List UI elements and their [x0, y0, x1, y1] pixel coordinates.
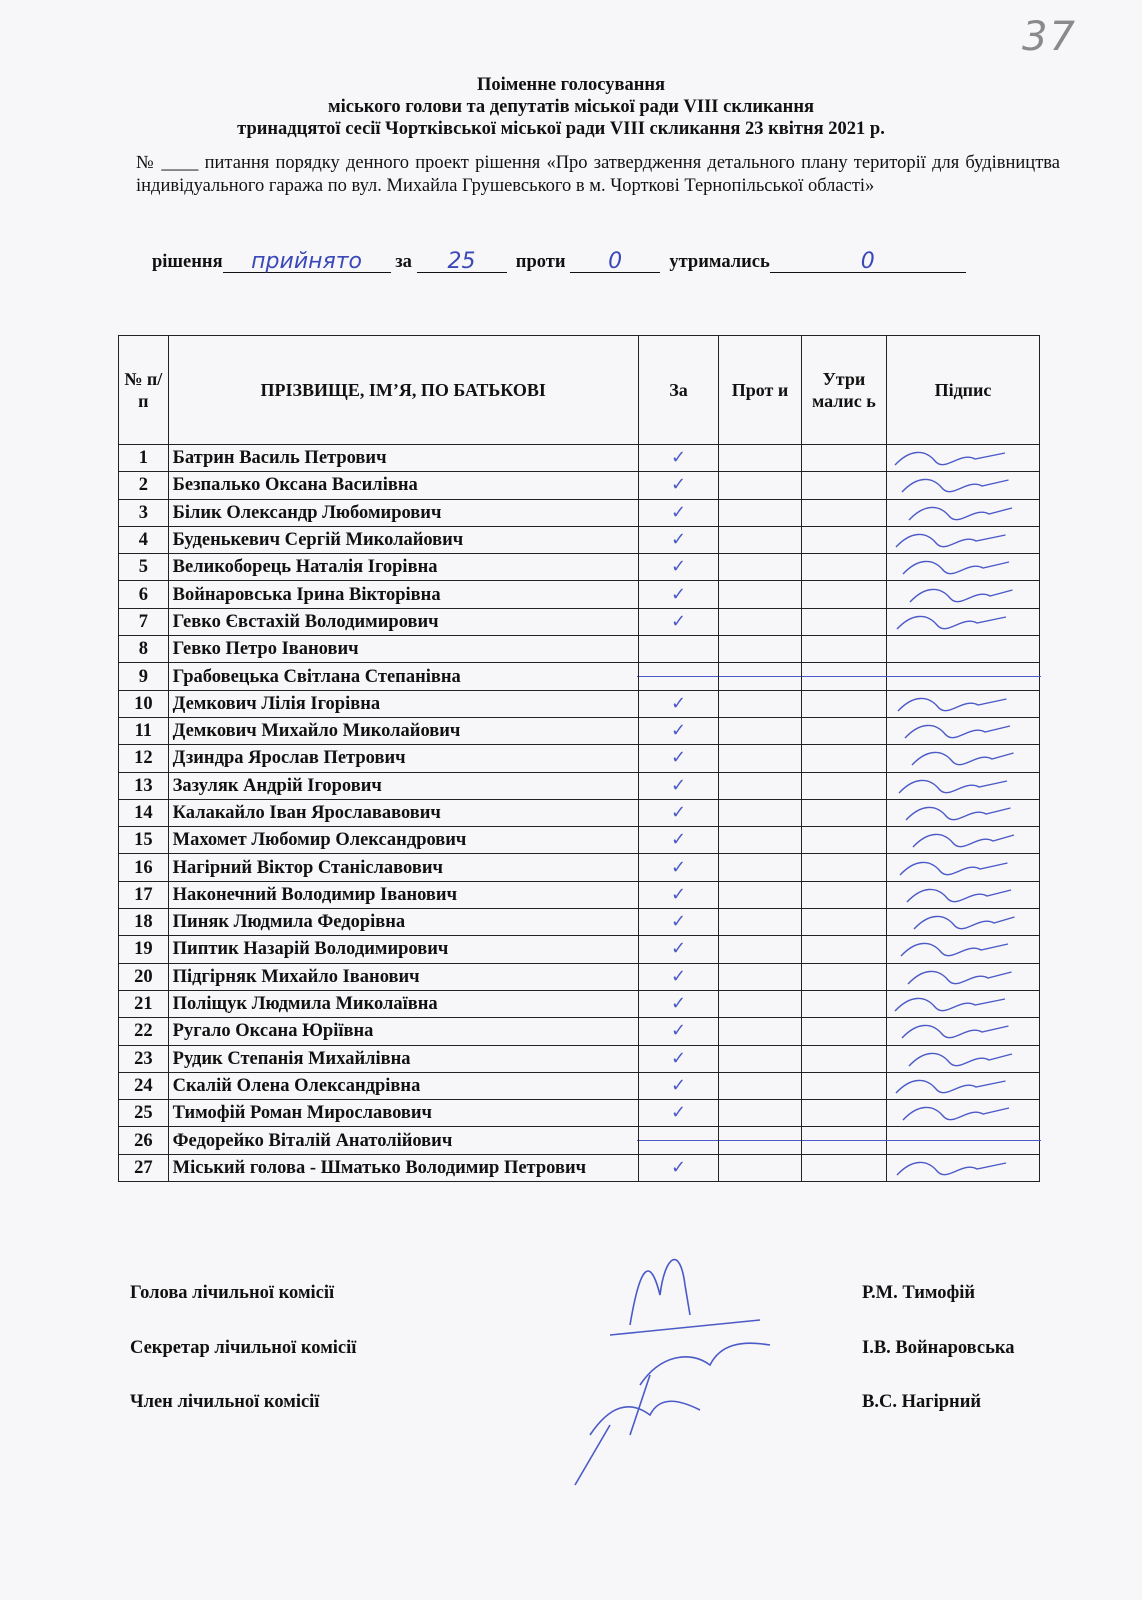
- row-number: 1: [119, 445, 169, 472]
- signature-scribble: [885, 1102, 1035, 1124]
- signature-cell: [886, 472, 1039, 499]
- row-number: 16: [119, 854, 169, 881]
- table-row: [119, 854, 1040, 881]
- vote-utrymalys-cell: [801, 717, 886, 744]
- table-row: [119, 554, 1040, 581]
- agenda-question: № ____ питання порядку денного проект рішення «Про затвердження детального плану території для будівництва індивідуального гаража по вул. Михайла Грушевського в м. Чорткові Тернопільської області»: [136, 153, 1060, 196]
- table-row: [119, 990, 1040, 1017]
- row-name: Тимофій Роман Мирославович: [168, 1100, 638, 1127]
- vote-utrymalys-cell: [801, 445, 886, 472]
- absent-strike-line: [800, 1140, 888, 1142]
- signature-cell: [886, 445, 1039, 472]
- table-row: [119, 1018, 1040, 1045]
- vote-utrymalys-cell: [801, 1072, 886, 1099]
- vote-utrymalys-cell: [801, 936, 886, 963]
- row-number: 24: [119, 1072, 169, 1099]
- header-line-3: тринадцятої сесії Чортківської міської ради VIII скликання 23 квітня 2021 р.: [237, 119, 885, 139]
- row-number: 7: [119, 608, 169, 635]
- signature-cell: [886, 745, 1039, 772]
- signature-cell: [886, 963, 1039, 990]
- signature-scribble: [885, 829, 1035, 851]
- commission-person: В.С. Нагірний: [862, 1392, 982, 1412]
- vote-proty-cell: [719, 690, 802, 717]
- row-number: 26: [119, 1127, 169, 1154]
- signature-cell: [886, 636, 1039, 663]
- proty-value: 0: [570, 252, 660, 273]
- signature-scribble: [885, 529, 1035, 551]
- commission-signatures: [570, 1235, 800, 1495]
- table-row: [119, 636, 1040, 663]
- vote-proty-cell: [719, 499, 802, 526]
- vote-za-cell: ✓: [638, 1072, 718, 1099]
- table-row: [119, 745, 1040, 772]
- row-name: Гевко Петро Іванович: [168, 636, 638, 663]
- signature-scribble: [885, 556, 1035, 578]
- row-number: 10: [119, 690, 169, 717]
- vote-proty-cell: [719, 881, 802, 908]
- table-row: [119, 772, 1040, 799]
- row-number: 4: [119, 526, 169, 553]
- signature-cell: [886, 1018, 1039, 1045]
- votes-table: [118, 335, 1040, 1182]
- vote-utrymalys-cell: [801, 472, 886, 499]
- table-row: [119, 690, 1040, 717]
- header-num: № п/п: [119, 336, 169, 445]
- vote-za-cell: ✓: [638, 799, 718, 826]
- vote-proty-cell: [719, 772, 802, 799]
- header-utrymalys: Утри малис ь: [801, 336, 886, 445]
- signature-cell: [886, 909, 1039, 936]
- table-row: [119, 445, 1040, 472]
- table-row: [119, 1045, 1040, 1072]
- row-name: Дзиндра Ярослав Петрович: [168, 745, 638, 772]
- signature-cell: [886, 1045, 1039, 1072]
- row-name: Батрин Василь Петрович: [168, 445, 638, 472]
- commission-role: Член лічильної комісії: [130, 1392, 320, 1412]
- vote-proty-cell: [719, 854, 802, 881]
- vote-za-cell: ✓: [638, 1045, 718, 1072]
- za-label: за: [395, 252, 412, 272]
- table-row: [119, 526, 1040, 553]
- vote-za-cell: ✓: [638, 745, 718, 772]
- row-name: Міський голова - Шматько Володимир Петрович: [168, 1154, 638, 1181]
- vote-za-cell: ✓: [638, 881, 718, 908]
- signature-cell: [886, 881, 1039, 908]
- vote-utrymalys-cell: [801, 990, 886, 1017]
- vote-utrymalys-cell: [801, 1127, 886, 1154]
- table-row: [119, 1154, 1040, 1181]
- row-name: Пиптик Назарій Володимирович: [168, 936, 638, 963]
- table-header-row: [119, 336, 1040, 445]
- signature-scribble: [885, 775, 1035, 797]
- row-name: Пиняк Людмила Федорівна: [168, 909, 638, 936]
- vote-proty-cell: [719, 1018, 802, 1045]
- vote-utrymalys-cell: [801, 963, 886, 990]
- row-number: 18: [119, 909, 169, 936]
- vote-proty-cell: [719, 581, 802, 608]
- vote-za-cell: ✓: [638, 690, 718, 717]
- vote-proty-cell: [719, 663, 802, 690]
- signature-scribble: [885, 1075, 1035, 1097]
- table-row: [119, 1100, 1040, 1127]
- vote-proty-cell: [719, 799, 802, 826]
- vote-za-cell: ✓: [638, 472, 718, 499]
- document-header: [0, 74, 1142, 140]
- vote-za-cell: ✓: [638, 854, 718, 881]
- row-number: 15: [119, 827, 169, 854]
- signature-cell: [886, 772, 1039, 799]
- row-number: 6: [119, 581, 169, 608]
- row-number: 14: [119, 799, 169, 826]
- signature-scribble: [885, 938, 1035, 960]
- row-name: Калакайло Іван Ярослававович: [168, 799, 638, 826]
- signature-scribble: [885, 611, 1035, 633]
- table-row: [119, 963, 1040, 990]
- row-name: Федорейко Віталій Анатолійович: [168, 1127, 638, 1154]
- absent-strike-line: [800, 676, 888, 678]
- row-number: 8: [119, 636, 169, 663]
- vote-za-cell: ✓: [638, 1154, 718, 1181]
- signature-scribble: [885, 747, 1035, 769]
- row-number: 11: [119, 717, 169, 744]
- signature-cell: [886, 1154, 1039, 1181]
- signature-scribble: [885, 474, 1035, 496]
- row-number: 9: [119, 663, 169, 690]
- za-value: 25: [417, 252, 507, 273]
- row-name: Войнаровська Ірина Вікторівна: [168, 581, 638, 608]
- row-number: 2: [119, 472, 169, 499]
- row-name: Скалій Олена Олександрівна: [168, 1072, 638, 1099]
- signature-scribble: [885, 447, 1035, 469]
- vote-za-cell: ✓: [638, 499, 718, 526]
- table-row: [119, 1127, 1040, 1154]
- utrymalys-label: утримались: [669, 252, 770, 272]
- signature-cell: [886, 1072, 1039, 1099]
- absent-strike-line: [637, 676, 720, 678]
- absent-strike-line: [717, 1140, 803, 1142]
- row-name: Гевко Євстахій Володимирович: [168, 608, 638, 635]
- vote-proty-cell: [719, 1127, 802, 1154]
- table-row: [119, 881, 1040, 908]
- vote-utrymalys-cell: [801, 1045, 886, 1072]
- row-name: Рудик Степанія Михайлівна: [168, 1045, 638, 1072]
- table-row: [119, 608, 1040, 635]
- signature-cell: [886, 990, 1039, 1017]
- header-line-1: Поіменне голосування: [476, 75, 666, 95]
- vote-za-cell: ✓: [638, 963, 718, 990]
- row-name: Ругало Оксана Юріївна: [168, 1018, 638, 1045]
- header-line-2: міського голови та депутатів міської ради VIII скликання: [328, 97, 814, 117]
- vote-utrymalys-cell: [801, 854, 886, 881]
- row-number: 22: [119, 1018, 169, 1045]
- absent-strike-line: [885, 1140, 1041, 1142]
- table-row: [119, 909, 1040, 936]
- vote-za-cell: ✓: [638, 909, 718, 936]
- vote-za-cell: ✓: [638, 772, 718, 799]
- vote-utrymalys-cell: [801, 909, 886, 936]
- signature-scribble: [885, 502, 1035, 524]
- handwritten-page-number: 37: [1022, 14, 1077, 60]
- vote-za-cell: ✓: [638, 990, 718, 1017]
- signature-cell: [886, 799, 1039, 826]
- header-proty: Прот и: [719, 336, 802, 445]
- row-number: 13: [119, 772, 169, 799]
- vote-proty-cell: [719, 445, 802, 472]
- signature-cell: [886, 1100, 1039, 1127]
- row-number: 23: [119, 1045, 169, 1072]
- vote-utrymalys-cell: [801, 526, 886, 553]
- header-name: ПРІЗВИЩЕ, ІМ’Я, ПО БАТЬКОВІ: [168, 336, 638, 445]
- header-za: За: [638, 336, 718, 445]
- vote-utrymalys-cell: [801, 554, 886, 581]
- signature-cell: [886, 554, 1039, 581]
- vote-utrymalys-cell: [801, 581, 886, 608]
- vote-utrymalys-cell: [801, 772, 886, 799]
- row-name: Нагірний Віктор Станіславович: [168, 854, 638, 881]
- vote-proty-cell: [719, 526, 802, 553]
- signature-cell: [886, 1127, 1039, 1154]
- vote-proty-cell: [719, 990, 802, 1017]
- signature-cell: [886, 663, 1039, 690]
- row-name: Поліщук Людмила Миколаївна: [168, 990, 638, 1017]
- vote-utrymalys-cell: [801, 608, 886, 635]
- table-row: [119, 581, 1040, 608]
- vote-za-cell: ✓: [638, 1100, 718, 1127]
- signature-cell: [886, 608, 1039, 635]
- decision-line: [152, 249, 1052, 274]
- signature-scribble: [885, 993, 1035, 1015]
- signature-scribble: [885, 1048, 1035, 1070]
- vote-proty-cell: [719, 1154, 802, 1181]
- vote-proty-cell: [719, 717, 802, 744]
- vote-utrymalys-cell: [801, 636, 886, 663]
- vote-za-cell: ✓: [638, 717, 718, 744]
- absent-strike-line: [717, 676, 803, 678]
- vote-utrymalys-cell: [801, 799, 886, 826]
- signature-cell: [886, 581, 1039, 608]
- vote-proty-cell: [719, 745, 802, 772]
- vote-za-cell: ✓: [638, 526, 718, 553]
- vote-utrymalys-cell: [801, 745, 886, 772]
- commission-person: І.В. Войнаровська: [862, 1338, 1015, 1358]
- vote-utrymalys-cell: [801, 690, 886, 717]
- signature-cell: [886, 717, 1039, 744]
- vote-za-cell: [638, 1127, 718, 1154]
- vote-proty-cell: [719, 936, 802, 963]
- vote-za-cell: ✓: [638, 445, 718, 472]
- row-name: Наконечний Володимир Іванович: [168, 881, 638, 908]
- vote-za-cell: ✓: [638, 581, 718, 608]
- vote-proty-cell: [719, 608, 802, 635]
- vote-proty-cell: [719, 1045, 802, 1072]
- vote-proty-cell: [719, 1100, 802, 1127]
- row-name: Зазуляк Андрій Ігорович: [168, 772, 638, 799]
- row-name: Буденькевич Сергій Миколайович: [168, 526, 638, 553]
- table-row: [119, 499, 1040, 526]
- row-number: 17: [119, 881, 169, 908]
- vote-proty-cell: [719, 1072, 802, 1099]
- signature-scribble: [885, 720, 1035, 742]
- signature-cell: [886, 854, 1039, 881]
- vote-proty-cell: [719, 963, 802, 990]
- row-name: Підгірняк Михайло Іванович: [168, 963, 638, 990]
- row-number: 12: [119, 745, 169, 772]
- row-number: 3: [119, 499, 169, 526]
- absent-strike-line: [885, 676, 1041, 678]
- vote-proty-cell: [719, 827, 802, 854]
- row-name: Безпалько Оксана Василівна: [168, 472, 638, 499]
- vote-za-cell: [638, 636, 718, 663]
- row-name: Білик Олександр Любомирович: [168, 499, 638, 526]
- row-number: 27: [119, 1154, 169, 1181]
- vote-utrymalys-cell: [801, 827, 886, 854]
- signature-scribble: [885, 966, 1035, 988]
- table-row: [119, 827, 1040, 854]
- signature-cell: [886, 499, 1039, 526]
- row-number: 25: [119, 1100, 169, 1127]
- row-name: Демкович Михайло Миколайович: [168, 717, 638, 744]
- row-number: 19: [119, 936, 169, 963]
- signature-scribble: [885, 693, 1035, 715]
- table-row: [119, 663, 1040, 690]
- decision-label: рішення: [152, 252, 223, 272]
- table-row: [119, 717, 1040, 744]
- vote-utrymalys-cell: [801, 663, 886, 690]
- signature-scribble: [885, 857, 1035, 879]
- signature-scribble: [885, 884, 1035, 906]
- vote-utrymalys-cell: [801, 1100, 886, 1127]
- vote-za-cell: [638, 663, 718, 690]
- absent-strike-line: [637, 1140, 720, 1142]
- row-name: Демкович Лілія Ігорівна: [168, 690, 638, 717]
- signature-scribble: [885, 584, 1035, 606]
- vote-za-cell: ✓: [638, 1018, 718, 1045]
- vote-proty-cell: [719, 472, 802, 499]
- vote-utrymalys-cell: [801, 1154, 886, 1181]
- row-number: 21: [119, 990, 169, 1017]
- row-number: 20: [119, 963, 169, 990]
- header-signature: Підпис: [886, 336, 1039, 445]
- vote-za-cell: ✓: [638, 827, 718, 854]
- signature-cell: [886, 936, 1039, 963]
- vote-za-cell: ✓: [638, 608, 718, 635]
- signature-scribble: [885, 1020, 1035, 1042]
- row-name: Грабовецька Світлана Степанівна: [168, 663, 638, 690]
- signature-scribble: [885, 802, 1035, 824]
- table-row: [119, 1072, 1040, 1099]
- signature-scribble: [885, 911, 1035, 933]
- votes-table-body: [119, 445, 1040, 1182]
- signature-cell: [886, 690, 1039, 717]
- table-row: [119, 472, 1040, 499]
- proty-label: проти: [515, 252, 566, 272]
- signature-scribble: [885, 1157, 1035, 1179]
- row-number: 5: [119, 554, 169, 581]
- vote-proty-cell: [719, 554, 802, 581]
- decision-value: прийнято: [223, 252, 391, 273]
- vote-utrymalys-cell: [801, 499, 886, 526]
- vote-proty-cell: [719, 909, 802, 936]
- vote-za-cell: ✓: [638, 936, 718, 963]
- utrymalys-value: 0: [770, 252, 966, 273]
- vote-utrymalys-cell: [801, 1018, 886, 1045]
- row-name: Великоборець Наталія Ігорівна: [168, 554, 638, 581]
- vote-za-cell: ✓: [638, 554, 718, 581]
- vote-proty-cell: [719, 636, 802, 663]
- signature-cell: [886, 827, 1039, 854]
- vote-utrymalys-cell: [801, 881, 886, 908]
- commission-role: Голова лічильної комісії: [130, 1283, 335, 1303]
- commission-person: Р.М. Тимофій: [862, 1283, 976, 1303]
- signature-cell: [886, 526, 1039, 553]
- table-row: [119, 799, 1040, 826]
- row-name: Махомет Любомир Олександрович: [168, 827, 638, 854]
- table-row: [119, 936, 1040, 963]
- commission-role: Секретар лічильної комісії: [130, 1338, 357, 1358]
